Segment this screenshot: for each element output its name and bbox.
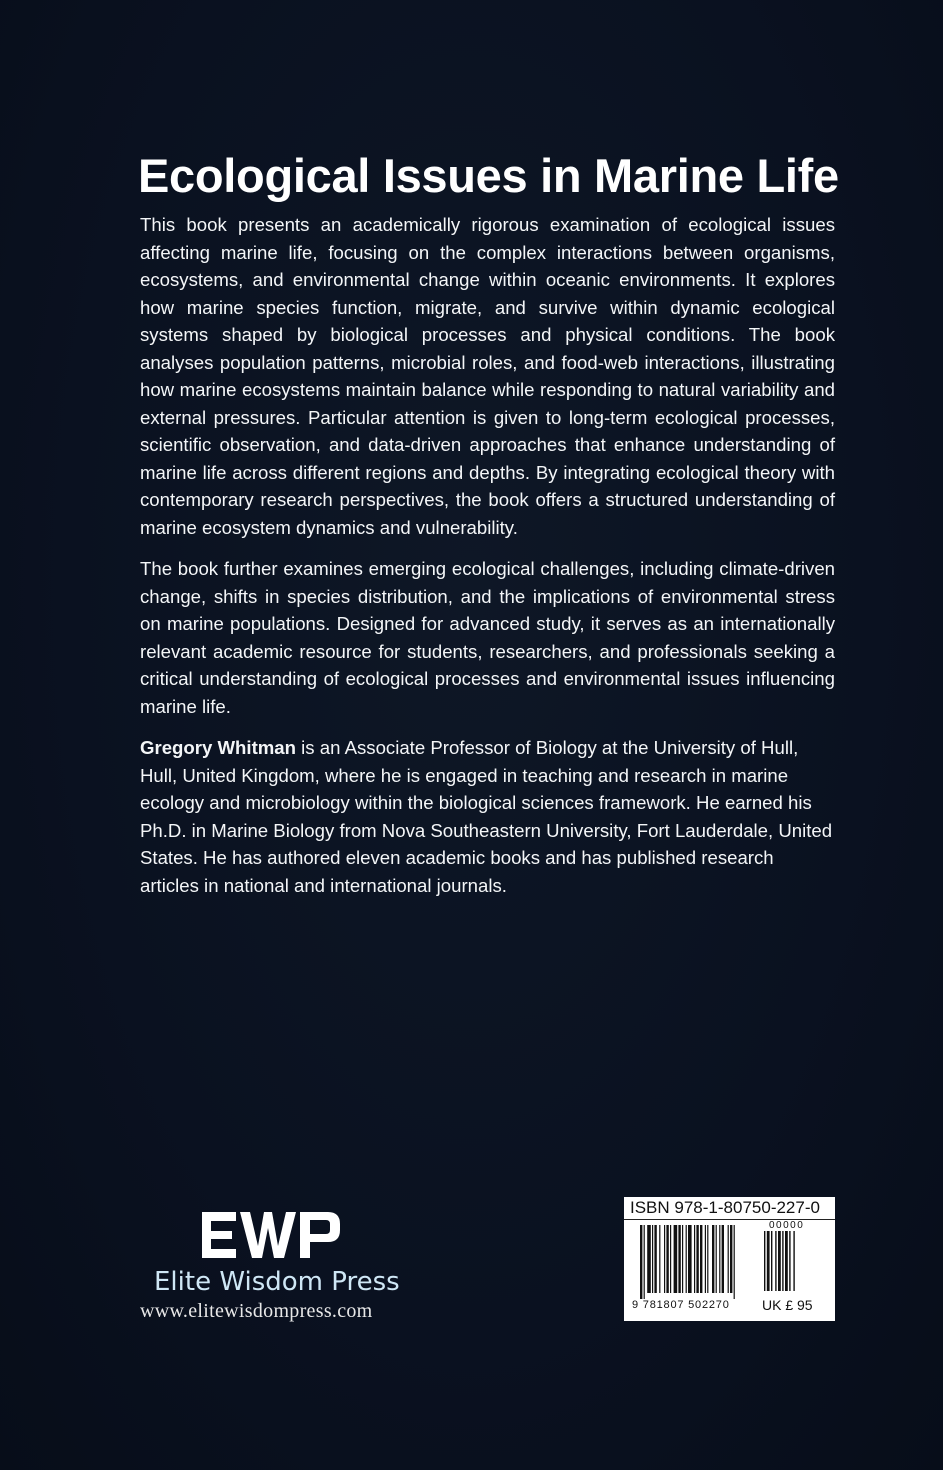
- ewp-logo-icon: [202, 1210, 342, 1262]
- barcode-addon-number: 00000: [769, 1220, 805, 1231]
- barcode-digits: 9 781807 502270: [632, 1299, 730, 1311]
- isbn-label: ISBN 978-1-80750-227-0: [630, 1198, 820, 1217]
- book-title: Ecological Issues in Marine Life: [138, 149, 839, 202]
- isbn-barcode: [624, 1197, 835, 1321]
- publisher-name: Elite Wisdom Press: [154, 1267, 400, 1297]
- description-paragraph-2: The book further examines emerging ecological challenges, including climate-driven change, shifts in species distribution, and the implications of environmental stress on marine populations. Designed for advanced study, it serves as an internationally relevant academic resource for students, researchers, and professionals seeking a critical understanding of ecological processes and environmental issues influencing marine life.: [140, 558, 835, 717]
- author-bio: [140, 734, 835, 899]
- price-label: UK £ 95: [762, 1297, 813, 1313]
- barcode-bars: [640, 1225, 830, 1299]
- author-name: Gregory Whitman: [140, 737, 296, 758]
- publisher-url: www.elitewisdompress.com: [140, 1300, 373, 1322]
- author-bio-text: is an Associate Professor of Biology at the University of Hull, Hull, United Kingdom, where he is engaged in teaching and research in marine ecology and microbiology within the biological sciences framework. He earned his Ph.D. in Marine Biology from Nova Southeastern University, Fort Lauderdale, United States. He has authored eleven academic books and has published research articles in national and international journals.: [140, 737, 833, 896]
- description-paragraph-1: This book presents an academically rigorous examination of ecological issues affecting marine life, focusing on the complex interactions between organisms, ecosystems, and environmental change within oceanic environments. It explores how marine species function, migrate, and survive within dynamic ecological systems shaped by biological processes and physical conditions. The book analyses population patterns, microbial roles, and food-web interactions, illustrating how marine ecosystems maintain balance while responding to natural variability and external pressures. Particular attention is given to long-term ecological processes, scientific observation, and data-driven approaches that enhance understanding of marine life across different regions and depths. By integrating ecological theory with contemporary research perspectives, the book offers a structured understanding of marine ecosystem dynamics and vulnerability.: [140, 214, 835, 538]
